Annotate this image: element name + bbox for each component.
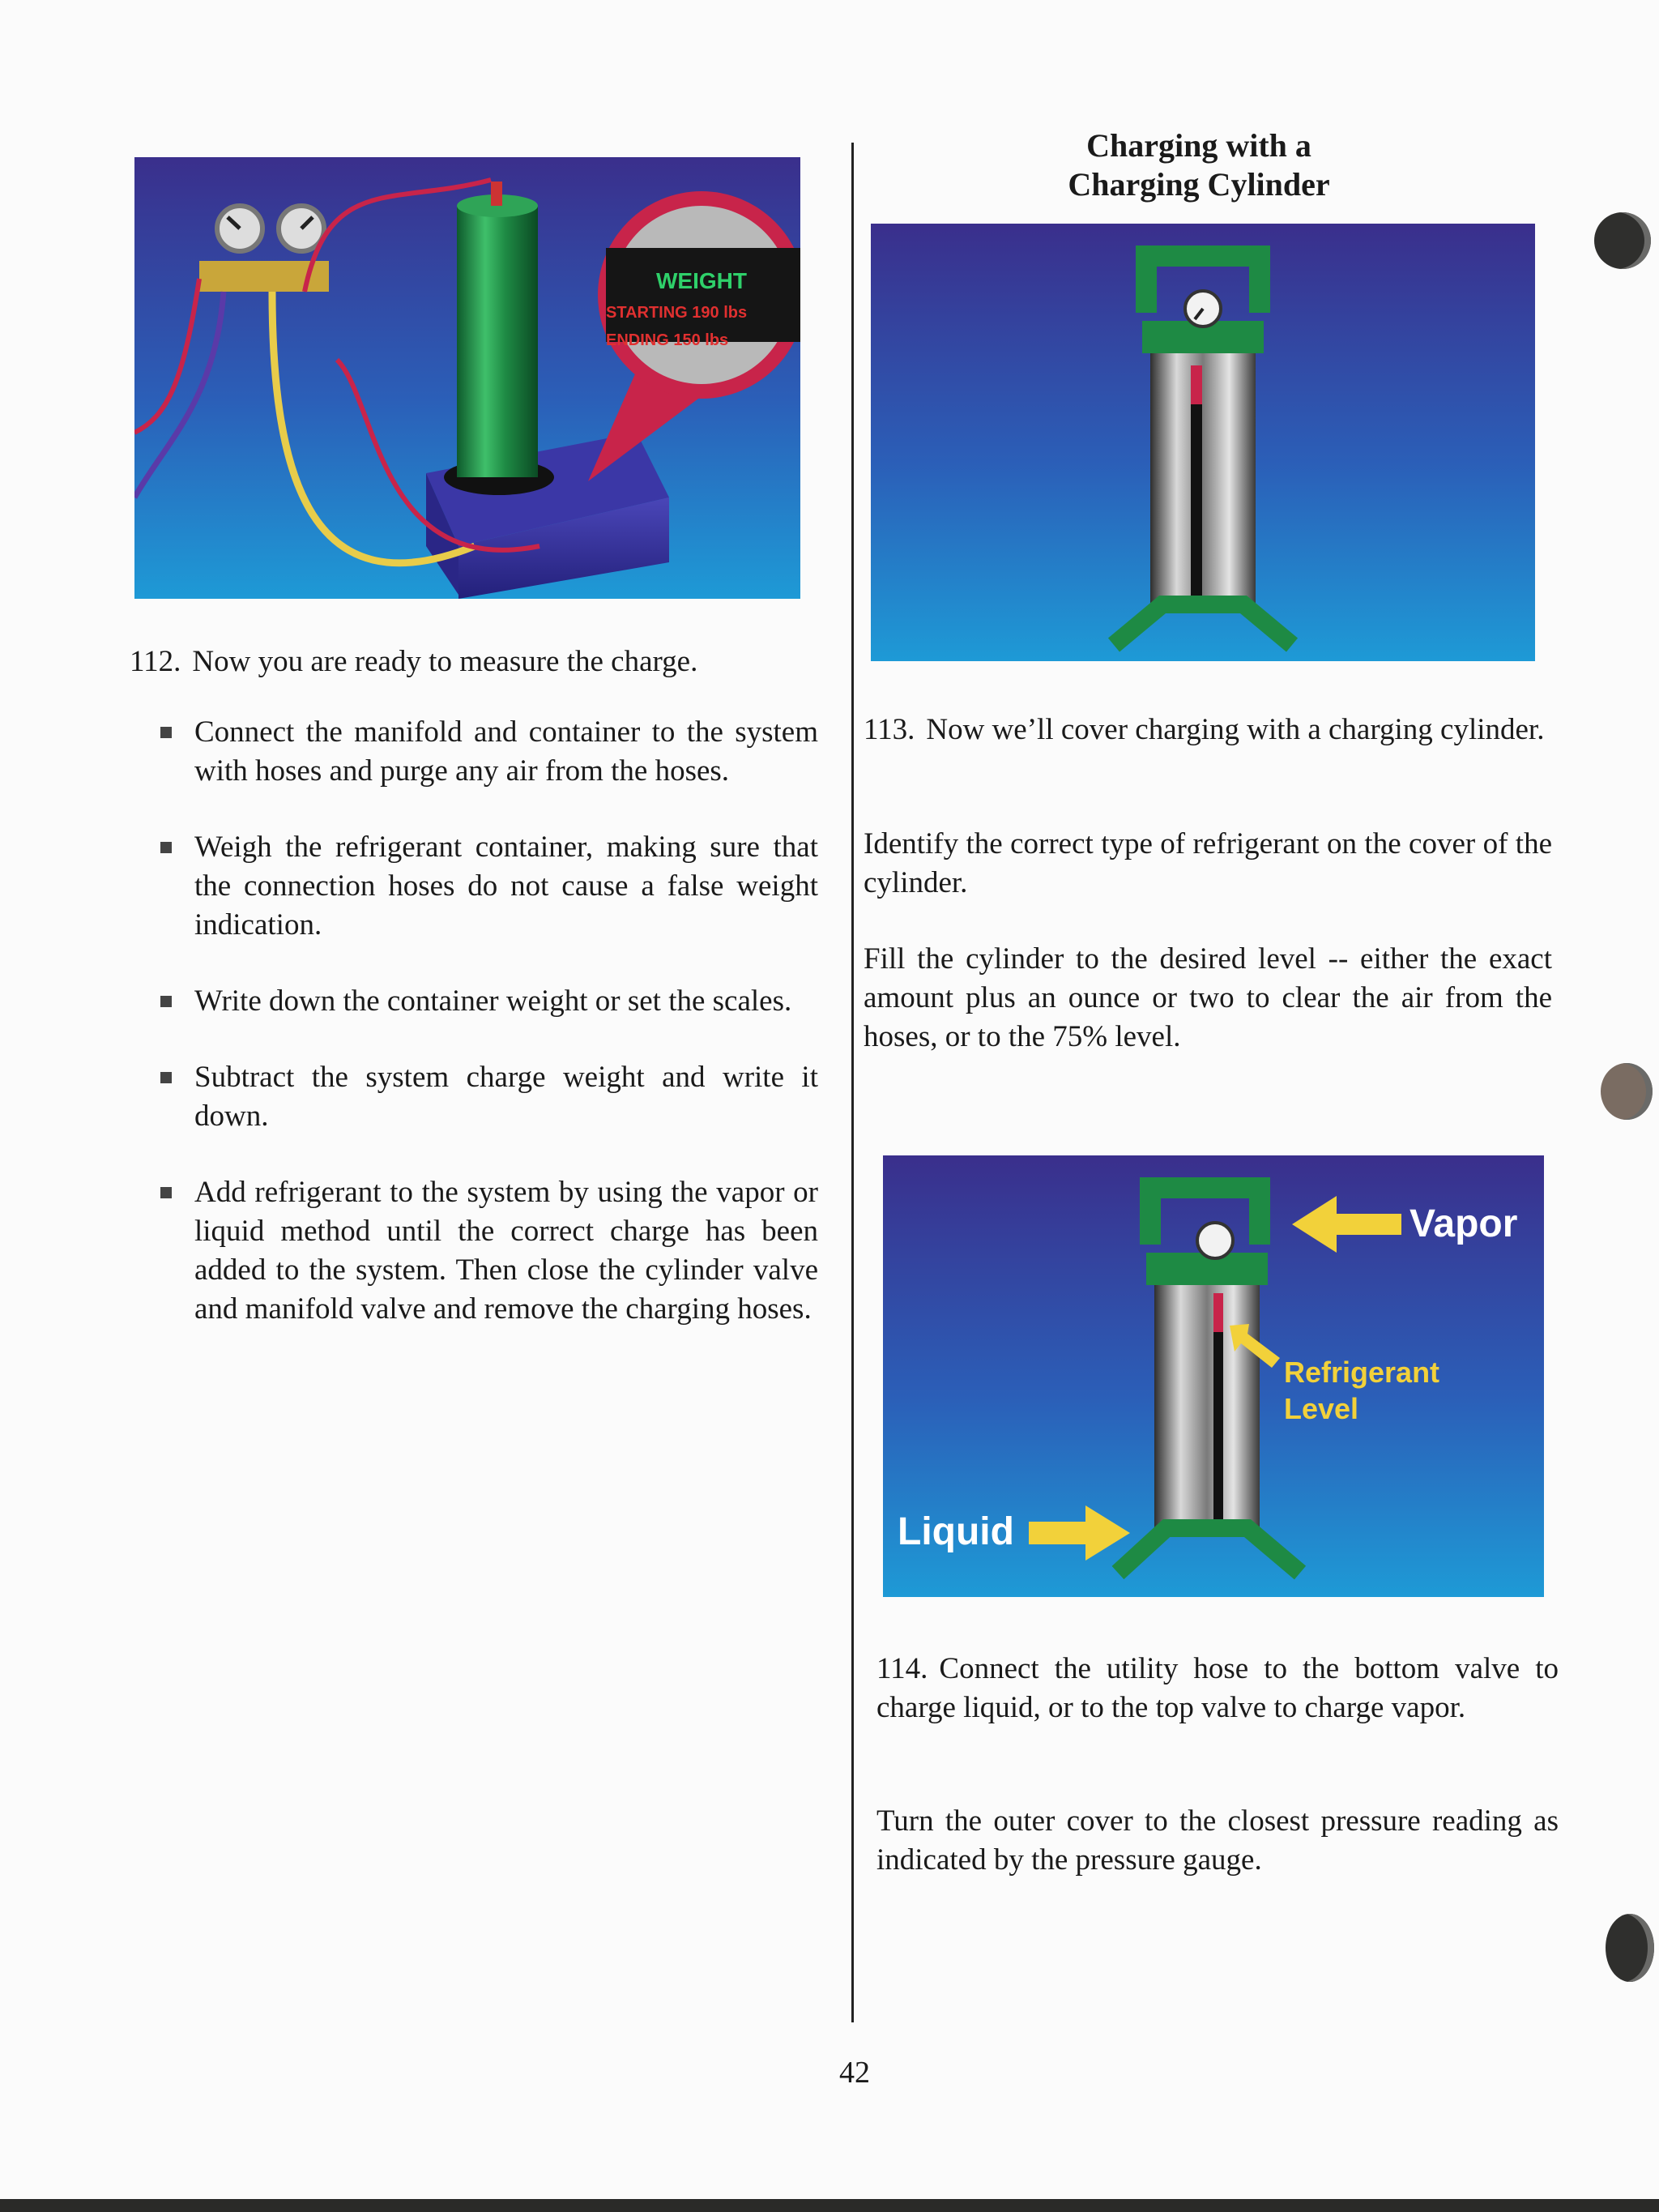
section-title-line-2: Charging Cylinder — [1068, 166, 1330, 203]
item-113 — [864, 711, 1552, 749]
bullet-icon — [160, 1072, 172, 1083]
list-item — [154, 1173, 818, 1329]
list-item — [154, 828, 818, 945]
bullet-icon — [160, 1187, 172, 1198]
scale-charging-illustration — [134, 157, 800, 599]
paragraph-fill: Fill the cylinder to the desired level -- either the exact amount plus an ounce or two to clear the air from the hoses, or to the 75% level. — [864, 942, 1552, 1053]
pressure-gauge-icon — [1197, 1223, 1233, 1258]
bullet-list — [154, 713, 818, 1366]
page-bottom-edge — [0, 2199, 1659, 2212]
list-item — [154, 1058, 818, 1136]
refrigerant-cylinder — [457, 206, 538, 477]
page-number: 42 — [839, 2056, 870, 2090]
item-114 — [876, 1650, 1559, 1727]
weight-starting: STARTING 190 lbs — [606, 304, 748, 322]
item-114-number: 114. — [876, 1652, 928, 1685]
list-item-text: Write down the container weight or set the scales. — [194, 984, 792, 1018]
column-divider — [851, 143, 854, 2022]
refrigerant-level-label-line-1: Refrigerant — [1284, 1356, 1440, 1389]
labeled-charging-cylinder-illustration — [883, 1155, 1544, 1597]
weight-title: WEIGHT — [656, 268, 747, 293]
cylinder-body — [1150, 353, 1256, 609]
binder-hole — [1606, 1914, 1654, 1982]
refrigerant-level-label-line-2: Level — [1284, 1392, 1359, 1425]
paragraph-identify: Identify the correct type of refrigerant on the cover of the cylinder. — [864, 827, 1552, 899]
list-item — [154, 713, 818, 791]
binder-hole — [1594, 212, 1651, 269]
item-112 — [130, 643, 826, 681]
list-item-text: Weigh the refrigerant container, making sure that the connection hoses do not cause a false weight indication. — [194, 831, 818, 942]
list-item-text: Subtract the system charge weight and write it down. — [194, 1061, 818, 1133]
weight-ending: ENDING 150 lbs — [606, 331, 729, 349]
item-113-number: 113. — [864, 713, 915, 746]
paragraph-turn: Turn the outer cover to the closest pressure reading as indicated by the pressure gauge. — [876, 1804, 1559, 1877]
list-item — [154, 982, 818, 1021]
item-112-number: 112. — [130, 645, 181, 678]
liquid-label: Liquid — [898, 1510, 1014, 1553]
bullet-icon — [160, 727, 172, 738]
vapor-label: Vapor — [1410, 1202, 1518, 1245]
bullet-icon — [160, 842, 172, 853]
list-item-text: Add refrigerant to the system by using the vapor or liquid method until the correct charge has been added to the system. Then close the cylinder valve and manifold valve and remove the charging hoses. — [194, 1176, 818, 1326]
binder-hole — [1601, 1063, 1653, 1120]
section-title-line-1: Charging with a — [1086, 127, 1311, 164]
bullet-icon — [160, 996, 172, 1007]
item-112-text: Now you are ready to measure the charge. — [192, 645, 698, 678]
charging-cylinder-illustration — [871, 224, 1535, 661]
item-113-text: Now we’ll cover charging with a charging cylinder. — [926, 713, 1545, 746]
item-114-text: Connect the utility hose to the bottom valve to charge liquid, or to the top valve to charge vapor. — [876, 1652, 1559, 1724]
section-title — [948, 126, 1450, 204]
list-item-text: Connect the manifold and container to the system with hoses and purge any air from the hoses. — [194, 715, 818, 788]
